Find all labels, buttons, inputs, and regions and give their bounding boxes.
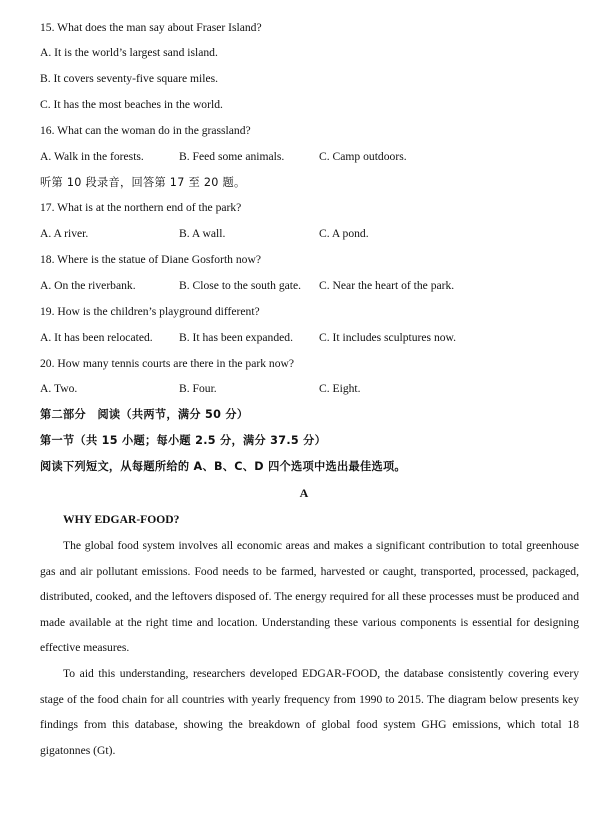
question-16-stem: 16. What can the woman do in the grassland? — [40, 124, 251, 137]
question-20-stem: 20. How many tennis courts are there in the park now? — [40, 357, 295, 370]
question-20-option-b: B. Four. — [179, 382, 217, 395]
question-15-option-c: C. It has the most beaches in the world. — [40, 98, 223, 111]
question-18-stem: 18. Where is the statue of Diane Gosforth now? — [40, 253, 261, 266]
question-18-option-c: C. Near the heart of the park. — [319, 279, 455, 292]
question-17-option-a: A. A river. — [40, 227, 89, 240]
question-15-stem: 15. What does the man say about Fraser Island? — [40, 21, 262, 34]
question-16-option-b: B. Feed some animals. — [179, 150, 285, 163]
passage-title: WHY EDGAR-FOOD? — [63, 513, 180, 526]
question-18-option-b: B. Close to the south gate. — [179, 279, 302, 292]
question-15-option-a: A. It is the world’s largest sand island. — [40, 46, 218, 59]
question-20-option-c: C. Eight. — [319, 382, 361, 395]
section-one-title: 第一节（共 15 小题；每小题 2.5 分，满分 37.5 分） — [40, 434, 327, 447]
passage-label: A — [299, 486, 309, 500]
question-19-option-c: C. It includes sculptures now. — [319, 331, 457, 344]
question-18-option-a: A. On the riverbank. — [40, 279, 136, 292]
reading-directions: 阅读下列短文，从每题所给的 A、B、C、D 四个选项中选出最佳选项。 — [40, 460, 406, 473]
question-20-option-a: A. Two. — [40, 382, 78, 395]
question-19-stem: 19. How is the children’s playground different? — [40, 305, 260, 318]
question-17-stem: 17. What is at the northern end of the park? — [40, 201, 242, 214]
question-19-option-b: B. It has been expanded. — [179, 331, 293, 344]
question-17-option-c: C. A pond. — [319, 227, 369, 240]
paragraph-2-text: To aid this understanding, researchers developed EDGAR-FOOD, the database consistently covering every stage of the food chain for all countries with yearly frequency from 1990 to 2015. The diagram below presents key findings from this database, showing the breakdown of global food system GHG emissions, which total 18 gigatonnes (Gt). — [40, 667, 579, 757]
passage-paragraph-2 — [40, 661, 579, 763]
question-16-option-a: A. Walk in the forests. — [40, 150, 144, 163]
paragraph-1-text: The global food system involves all economic areas and makes a significant contribution to total greenhouse gas and air pollutant emissions. Food needs to be farmed, harvested or caught, transported, processed, packaged, distributed, cooked, and the leftovers disposed of. The energy required for all these processes must be produced and made available at the right time and location. Understanding these various components is essential for designing effective measures. — [40, 539, 579, 654]
question-15-option-b: B. It covers seventy-five square miles. — [40, 72, 219, 85]
question-19-option-a: A. It has been relocated. — [40, 331, 153, 344]
listening-instruction: 听第 10 段录音，回答第 17 至 20 题。 — [40, 176, 246, 189]
question-16-option-c: C. Camp outdoors. — [319, 150, 407, 163]
question-17-option-b: B. A wall. — [179, 227, 226, 240]
part-two-title: 第二部分 阅读（共两节，满分 50 分） — [40, 408, 249, 421]
passage-paragraph-1 — [40, 533, 579, 661]
